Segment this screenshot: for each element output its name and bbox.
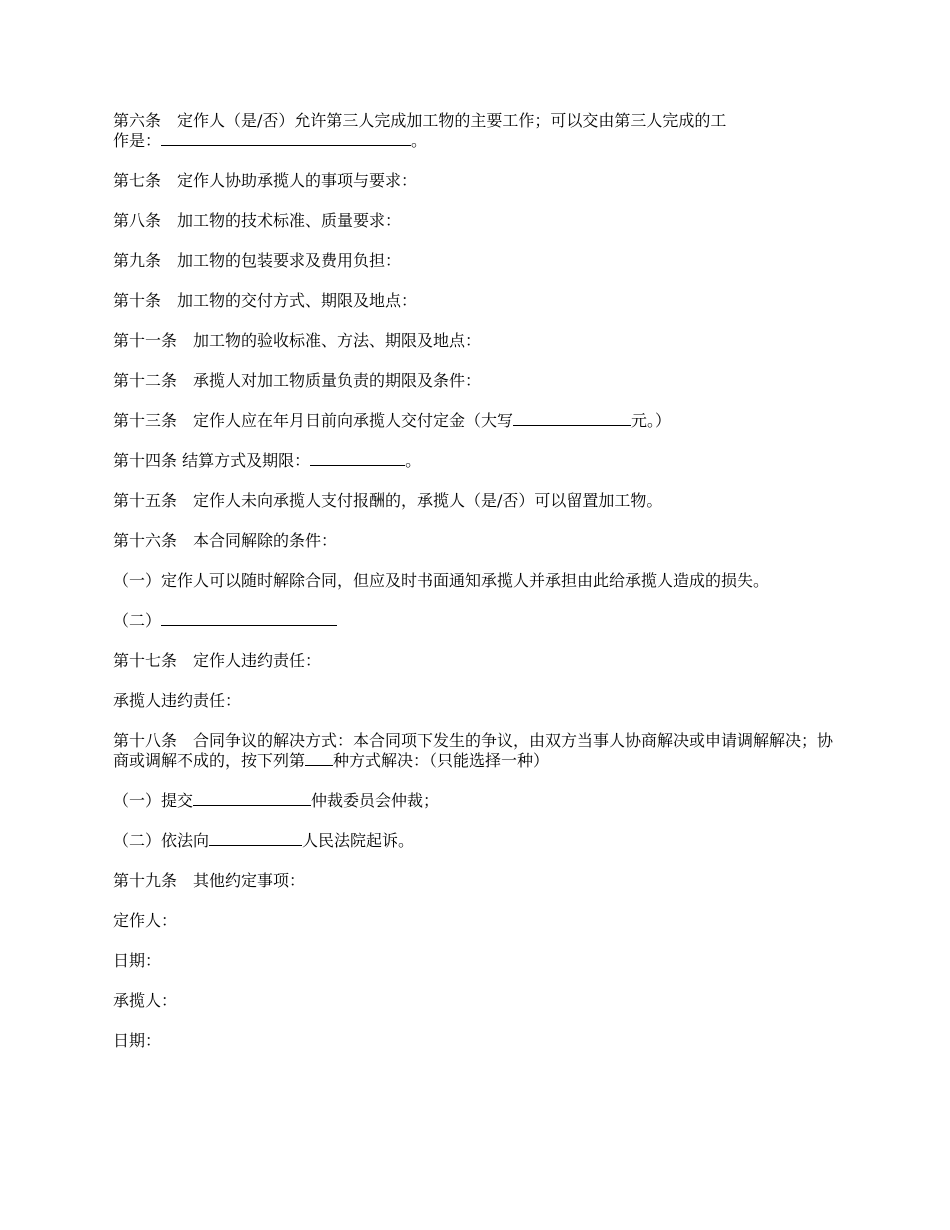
clause-6-text-cont: 作是：	[113, 131, 162, 150]
signature-contractor-date: 日期：	[113, 1031, 162, 1050]
clause-18-end: 种方式解决：（只能选择一种）	[333, 751, 550, 770]
signature-orderer: 定作人：	[113, 911, 178, 930]
clause-19: 第十九条 其他约定事项：	[113, 871, 306, 890]
clause-9: 第九条 加工物的包装要求及费用负担：	[113, 251, 402, 270]
clause-6	[113, 111, 843, 151]
clause-16-item-2	[113, 611, 843, 631]
clause-11: 第十一条 加工物的验收标准、方法、期限及地点：	[113, 331, 482, 350]
clause-18-item-1-end: 仲裁委员会仲裁；	[311, 791, 440, 810]
clause-18-item-1-label: （一）提交	[113, 791, 194, 810]
clause-17-contractor: 承揽人违约责任：	[113, 691, 242, 710]
clause-16: 第十六条 本合同解除的条件：	[113, 531, 338, 550]
clause-13	[113, 411, 843, 431]
clause-6-end: 。	[411, 131, 428, 150]
arbitration-blank[interactable]	[193, 791, 311, 806]
clause-14-end: 。	[405, 451, 422, 470]
blank-line[interactable]	[161, 131, 411, 146]
clause-18-item-2	[113, 831, 843, 851]
clause-12: 第十二条 承揽人对加工物质量负责的期限及条件：	[113, 371, 482, 390]
clause-18-text: 第十八条 合同争议的解决方式：本合同项下发生的争议，由双方当事人协商解决或申请调解解决；协商或调解不成的，按下列第	[113, 731, 834, 770]
clause-16-item-2-label: （二）	[113, 611, 162, 630]
clause-14	[113, 451, 843, 471]
clause-18-item-2-label: （二）依法向	[113, 831, 210, 850]
court-blank[interactable]	[209, 831, 302, 846]
clause-7: 第七条 定作人协助承揽人的事项与要求：	[113, 171, 418, 190]
clause-14-text: 第十四条 结算方式及期限：	[113, 451, 311, 470]
clause-18-item-2-end: 人民法院起诉。	[302, 831, 415, 850]
clause-18-item-1	[113, 791, 843, 811]
clause-16-item-1: （一）定作人可以随时解除合同，但应及时书面通知承揽人并承担由此给承揽人造成的损失。	[113, 571, 770, 590]
method-number-blank[interactable]	[305, 751, 333, 766]
clause-18	[113, 731, 843, 771]
deposit-amount-blank[interactable]	[513, 411, 631, 426]
contract-page	[113, 111, 843, 1071]
termination-condition-blank[interactable]	[161, 611, 337, 626]
clause-15: 第十五条 定作人未向承揽人支付报酬的，承揽人（是/否）可以留置加工物。	[113, 491, 663, 510]
signature-contractor: 承揽人：	[113, 991, 178, 1010]
clause-8: 第八条 加工物的技术标准、质量要求：	[113, 211, 402, 230]
settlement-blank[interactable]	[310, 451, 405, 466]
clause-6-text: 第六条 定作人（是/否）允许第三人完成加工物的主要工作；可以交由第三人完成的工	[113, 111, 727, 130]
signature-orderer-date: 日期：	[113, 951, 162, 970]
clause-13-end: 元。）	[631, 411, 672, 430]
clause-13-text: 第十三条 定作人应在年月日前向承揽人交付定金（大写	[113, 411, 514, 430]
clause-10: 第十条 加工物的交付方式、期限及地点：	[113, 291, 418, 310]
clause-17: 第十七条 定作人违约责任：	[113, 651, 322, 670]
